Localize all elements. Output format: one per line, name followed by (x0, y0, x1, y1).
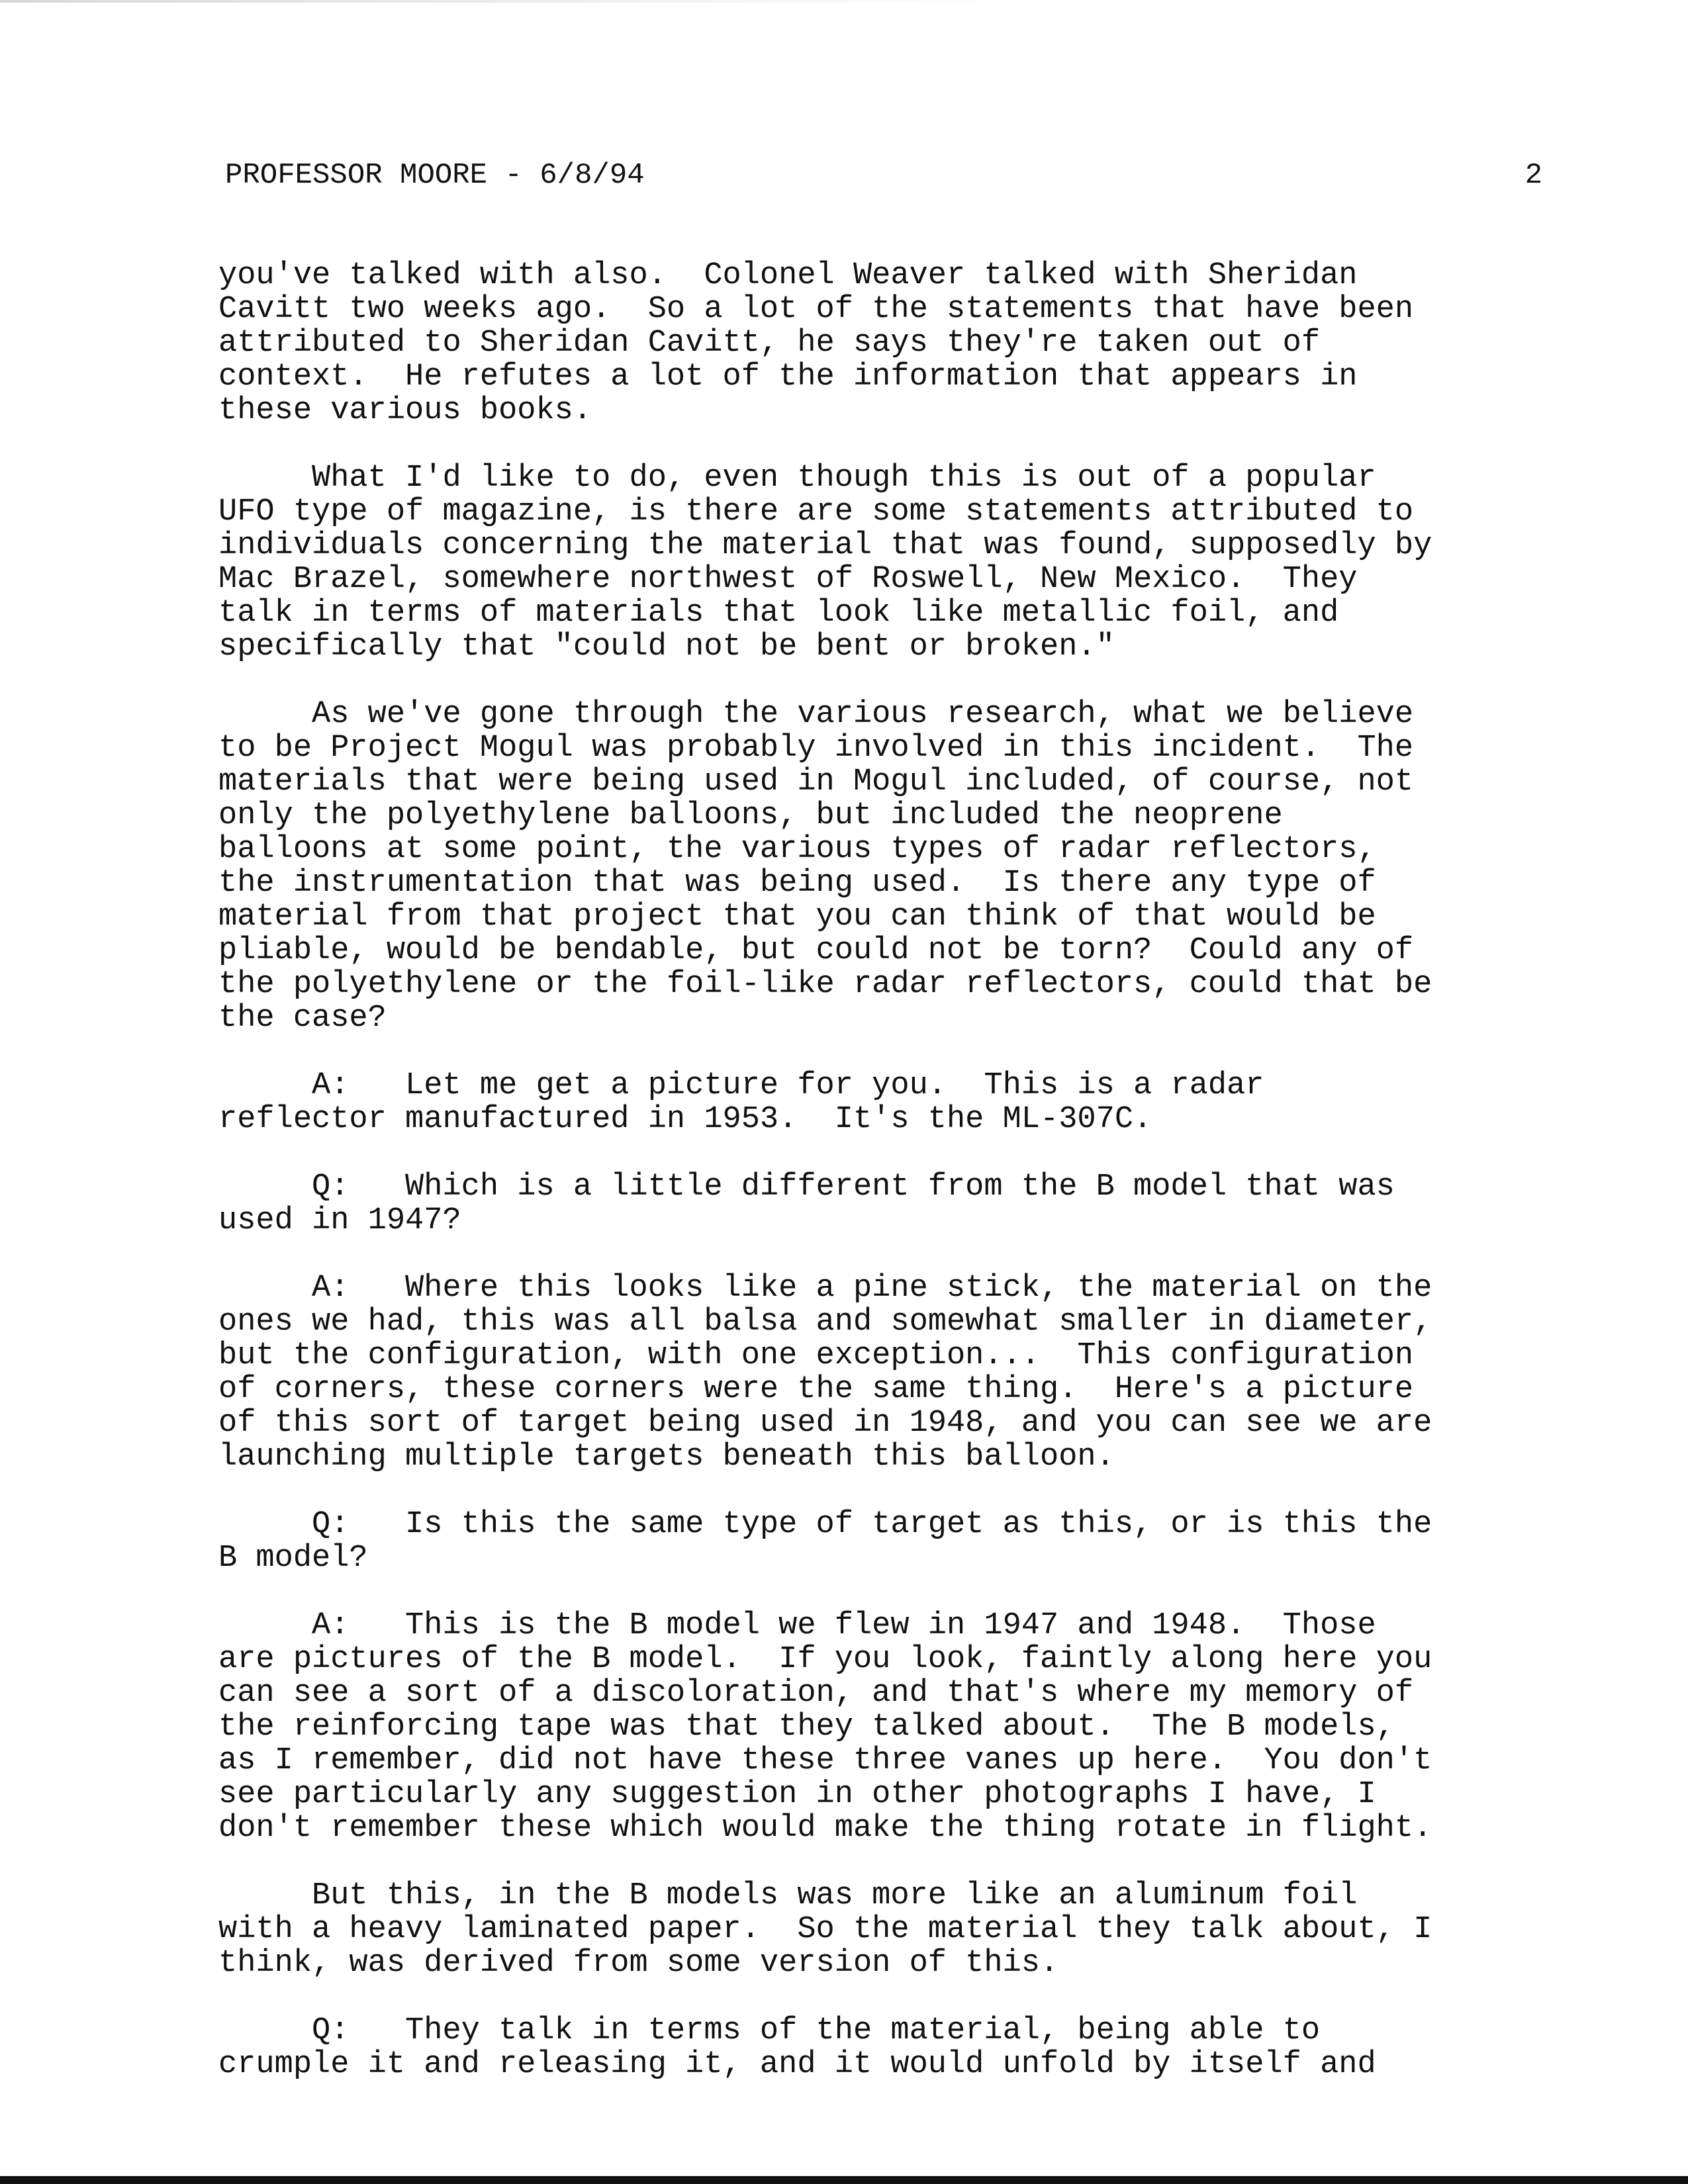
paragraph-intro: you've talked with also. Colonel Weaver talked with Sheridan Cavitt two weeks ago. So a lot of the statements that have been attributed to Sheridan Cavitt, he says they're taken out of context. He refutes a lot of the information that appears in these various books. (218, 258, 1414, 428)
header-title: PROFESSOR MOORE - 6/8/94 (225, 159, 645, 192)
paragraph-project-mogul: As we've gone through the various research, what we believe to be Project Mogul was probably involved in this incident. The materials that were being used in Mogul included, of course, not only the polyethylene balloons, but included the neoprene balloons at some point, the various types of radar reflectors, the instrumentation that was being used. Is there any type of material from that project that you can think of that would be pliable, would be bendable, but could not be torn? Could any of the polyethylene or the foil-like radar reflectors, could that be the case? (218, 697, 1432, 1036)
question-b-model: Q: Which is a little different from the B model that was used in 1947? (218, 1169, 1395, 1238)
scan-top-edge (0, 0, 1688, 3)
answer-balsa-configuration: A: Where this looks like a pine stick, the material on the ones we had, this was all balsa and somewhat smaller in diameter, but the configuration, with one exception... This configuration of corners, these corners were the same thing. Here's a picture of this sort of target being used in 1948, and you can see we are launching multiple targets beneath this balloon. (218, 1271, 1432, 1475)
question-same-target: Q: Is this the same type of target as this, or is this the B model? (218, 1507, 1432, 1576)
page-number: 2 (1524, 159, 1542, 192)
document-body (218, 259, 1556, 2115)
answer-radar-reflector: A: Let me get a picture for you. This is a radar reflector manufactured in 1953. It's the ML-307C. (218, 1068, 1264, 1137)
scan-bottom-edge (0, 2176, 1688, 2184)
page-header (225, 159, 1542, 192)
answer-b-model-1947: A: This is the B model we flew in 1947 and 1948. Those are pictures of the B model. If you look, faintly along here you can see a sort of a discoloration, and that's where my memory of the reinforcing tape was that they talked about. The B models, as I remember, did not have these three vanes up here. You don't see particularly any suggestion in other photographs I have, I don't remember these which would make the thing rotate in flight. (218, 1608, 1432, 1846)
paragraph-ufo-magazine: What I'd like to do, even though this is out of a popular UFO type of magazine, is there are some statements attributed to individuals concerning the material that was found, supposedly by Mac Brazel, somewhere northwest of Roswell, New Mexico. They talk in terms of materials that look like metallic foil, and specifically that "could not be bent or broken." (218, 461, 1432, 664)
question-crumple-material: Q: They talk in terms of the material, being able to crumple it and releasing it, and it would unfold by itself and (218, 2013, 1376, 2082)
paragraph-aluminum-foil: But this, in the B models was more like an aluminum foil with a heavy laminated paper. So the material they talk about, I think, was derived from some version of this. (218, 1878, 1432, 1981)
